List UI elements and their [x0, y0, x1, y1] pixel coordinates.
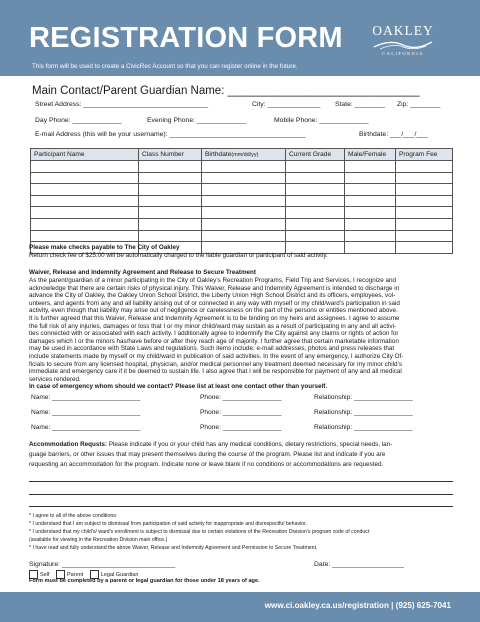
participant-cell[interactable] [286, 195, 345, 207]
participant-cell[interactable] [396, 218, 453, 230]
waiver-line: advance the City of Oakley, the Oakley Union School District, the Liberty Union High School District and its officers, employees, vol- [29, 292, 396, 300]
accommodation-heading: Accommodation Requsts: [29, 441, 108, 448]
agreement-note: * I understand that my child's/ ward's enrollment is subject to dismissal due to certain violations of the Recreation Division's program code of conduct [29, 529, 370, 535]
footer-contact-link[interactable]: www.ci.oakley.ca.us/registration | (925) 625-7041 [264, 601, 451, 610]
agreement-note: * I agree to all of the above conditions: [29, 513, 118, 519]
participant-cell[interactable] [139, 207, 202, 219]
participant-row [31, 207, 453, 219]
participant-cell[interactable] [139, 172, 202, 184]
guardian-requirement-note: Form must be completed by a parent or legal guardian for those under 18 years of age. [29, 578, 260, 584]
header-banner [0, 0, 480, 76]
emergency-phone-field[interactable]: Phone: ________________ [200, 424, 282, 431]
participant-cell[interactable] [286, 161, 345, 173]
email-field[interactable]: E-mail Address (this will be your username): ____________________________________ [35, 131, 306, 138]
participant-cell[interactable] [139, 218, 202, 230]
participant-row [31, 218, 453, 230]
waiver-line: immediate and emergency care if it be deemed to sustain life. I also agree that I will be responsible for payment of any and all medical [29, 368, 402, 376]
participant-cell[interactable] [396, 195, 453, 207]
logo-swoosh-icon [370, 38, 436, 52]
participant-cell[interactable] [202, 207, 286, 219]
participant-cell[interactable] [31, 184, 139, 196]
participant-cell[interactable] [31, 161, 139, 173]
participant-cell[interactable] [31, 230, 139, 242]
col-class-number: Class Number [139, 149, 202, 161]
participant-cell[interactable] [139, 161, 202, 173]
participant-cell[interactable] [345, 195, 396, 207]
participant-cell[interactable] [345, 230, 396, 242]
participant-cell[interactable] [31, 172, 139, 184]
mobile-phone-field[interactable]: Mobile Phone: _____________ [274, 117, 369, 124]
payment-text: Return check fee of $25.00 will be automatically charged to the liable guardian or participant of said activity. [29, 252, 328, 259]
emergency-heading: In case of emergency whom should we contact? Please list at least one contact other than yourself. [29, 383, 328, 390]
emergency-relationship-field[interactable]: Relationship: ________________ [314, 394, 413, 401]
participant-cell[interactable] [286, 184, 345, 196]
payment-heading: Please make checks payable to The City of Oakley [29, 244, 180, 251]
self-label: Self [40, 571, 50, 578]
participant-cell[interactable] [345, 218, 396, 230]
participant-cell[interactable] [396, 184, 453, 196]
participant-cell[interactable] [202, 161, 286, 173]
date-field[interactable]: Date: ___________________ [314, 561, 404, 568]
accommodation-section [29, 440, 453, 470]
participant-cell[interactable] [202, 184, 286, 196]
emergency-relationship-field[interactable]: Relationship: ________________ [314, 424, 413, 431]
participant-cell[interactable] [345, 161, 396, 173]
agreement-note: (available for viewing in the Recreation Division main office.) [29, 537, 168, 543]
oakley-logo [370, 24, 436, 64]
waiver-line: services rendered. [29, 375, 81, 383]
waiver-line: ficials to secure from any licensed hospital, physician, and/or medical personnel any treatment deemed necessary for my minor child’s [29, 360, 402, 368]
form-subtitle: This form will be used to create a CivicRec Account so that you can register online in the future. [32, 63, 298, 70]
birthdate-field[interactable]: Birthdate: ___/___/___ [359, 131, 428, 138]
form-title: REGISTRATION FORM [29, 22, 343, 54]
waiver-line: include statements made by myself or my child/ward in publication of said activities. In the event of any emergency, I authorize City Of- [29, 352, 404, 360]
accommodation-line-input-2[interactable] [29, 494, 453, 495]
signature-field[interactable]: Signature: ______________________________ [29, 561, 176, 568]
participant-cell[interactable] [286, 230, 345, 242]
participant-cell[interactable] [31, 218, 139, 230]
waiver-line: activity, even though that liability may arise out of negligence or carelessness on the part of the persons or entities mentioned above. [29, 307, 398, 315]
zip-field[interactable]: Zip: ________ [397, 101, 441, 108]
col-program-fee: Program Fee [396, 149, 453, 161]
waiver-line: acknowledge that there are certain risks of physical injury. This Waiver, Release and Indemnity Agreement is intended to discharge in [29, 284, 400, 292]
participant-cell[interactable] [345, 172, 396, 184]
col-birthdate-label: Birthdate [205, 151, 232, 158]
participant-row [31, 161, 453, 173]
participant-table-header [31, 149, 453, 161]
emergency-name-field[interactable]: Name: ________________________ [31, 394, 141, 401]
col-male-female: Male/Female [345, 149, 396, 161]
waiver-line: may be used in accordance with State Laws and regulations. Such items include: e-mail addresses, photos and press releases that [29, 345, 395, 353]
emergency-phone-field[interactable]: Phone: ________________ [200, 409, 282, 416]
col-participant-name: Participant Name [31, 149, 139, 161]
participant-cell[interactable] [139, 184, 202, 196]
participant-cell[interactable] [286, 218, 345, 230]
participant-cell[interactable] [31, 207, 139, 219]
emergency-name-field[interactable]: Name: ________________________ [31, 409, 141, 416]
participant-cell[interactable] [345, 207, 396, 219]
participant-cell[interactable] [202, 218, 286, 230]
col-birthdate [202, 149, 286, 161]
participant-cell[interactable] [396, 172, 453, 184]
emergency-relationship-field[interactable]: Relationship: ________________ [314, 409, 413, 416]
participant-cell[interactable] [286, 172, 345, 184]
logo-name: OAKLEY [372, 23, 434, 38]
parent-label: Parent [67, 571, 84, 578]
accommodation-line-3: requesting an accommodation for the program. Indicate none or leave blank if no conditions or accommodations are requested. [29, 461, 384, 468]
waiver-line: As the parent/guardian of a minor participating in the City of Oakley’s Recreation Programs, Field Trip and Services, I recognize and [29, 277, 397, 284]
participant-row [31, 195, 453, 207]
waiver-line: unteers, and agents from any and all liability arising out of or connected in any way with myself or my child/ward’s participation in said [29, 299, 400, 307]
city-field[interactable]: City: ______________ [252, 101, 321, 108]
agreement-notes [29, 512, 453, 552]
emergency-phone-field[interactable]: Phone: ________________ [200, 394, 282, 401]
emergency-name-field[interactable]: Name: ________________________ [31, 424, 141, 431]
participant-row [31, 230, 453, 242]
main-contact-field[interactable]: Main Contact/Parent Guardian Name: ______________________________ [32, 85, 420, 97]
accommodation-line-2: guage barriers, or other issues that may present themselves during the course of the program. Please list and indicate if you are [29, 451, 386, 458]
agreement-note: * I understand that I am subject to dismissal from participation of said activity for inappropriate and disrespectful behavior. [29, 521, 307, 527]
participant-cell[interactable] [31, 195, 139, 207]
participant-cell[interactable] [139, 230, 202, 242]
legal-guardian-label: Legal Guardian [100, 571, 139, 578]
agreement-note: * I have read and fully understand the above Waiver, Release and Indemnity Agreement and Permission to Secure Treatment. [29, 545, 318, 551]
col-birthdate-hint: (mm/dd/yy) [231, 152, 259, 158]
participant-cell[interactable] [139, 195, 202, 207]
participant-cell[interactable] [396, 230, 453, 242]
col-current-grade: Current Grade [286, 149, 345, 161]
accommodation-line-input-3[interactable] [29, 506, 453, 507]
participant-cell[interactable] [396, 207, 453, 219]
evening-phone-field[interactable]: Evening Phone: _____________ [147, 117, 247, 124]
participant-cell[interactable] [202, 172, 286, 184]
waiver-text [29, 277, 453, 383]
participant-cell[interactable] [345, 184, 396, 196]
footer-banner [0, 592, 480, 622]
accommodation-line-input-1[interactable] [29, 481, 453, 482]
state-field[interactable]: State: ________ [335, 101, 385, 108]
participant-cell[interactable] [396, 161, 453, 173]
street-address-field[interactable]: Street Address: _________________________________ [35, 101, 209, 108]
participant-table [30, 148, 453, 254]
participant-cell[interactable] [202, 195, 286, 207]
waiver-line: damages which I or the minors has/have before or after they reach age of majority. I further agree that certain marketable information [29, 337, 399, 345]
logo-subtitle: CALIFORNIA [382, 51, 424, 56]
waiver-line: It is further agreed that this Waiver, Release and Indemnity Agreement is to be binding on my heirs and assignees. I agree to assume [29, 314, 400, 322]
accommodation-line-1: Please indicate if you or your child has any medical conditions, dietary restrictions, special needs, lan- [107, 441, 393, 448]
participant-row [31, 172, 453, 184]
waiver-line: ties connected with or associated with each activity. I additionally agree to indemnify the City against any claims or rights of action for [29, 330, 399, 338]
waiver-heading: Waiver, Release and Indemnity Agreement and Release to Secure Treatment [29, 269, 257, 276]
participant-row [31, 184, 453, 196]
participant-cell[interactable] [286, 207, 345, 219]
waiver-line: the full risk of any injuries, damages or loss that I or my minor child/ward may sustain as a result of participating in any and all activi- [29, 322, 397, 330]
day-phone-field[interactable]: Day Phone: _____________ [35, 117, 122, 124]
participant-cell[interactable] [202, 230, 286, 242]
